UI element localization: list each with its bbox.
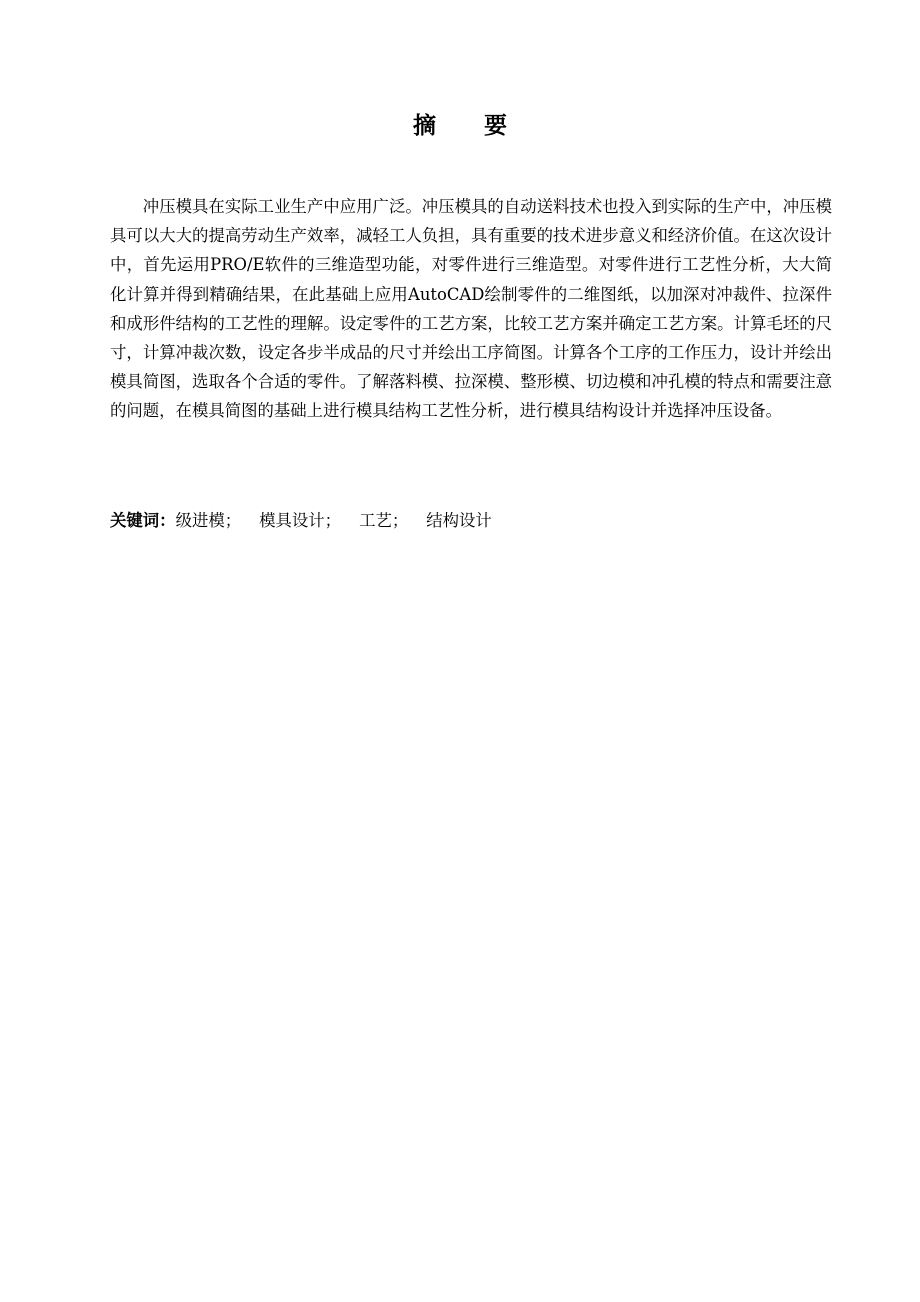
keywords-line	[110, 506, 832, 535]
keyword-item: 工艺；	[359, 511, 409, 530]
keyword-item: 级进模；	[175, 511, 242, 530]
abstract-title: 摘 要	[412, 113, 527, 139]
keyword-item: 模具设计；	[259, 511, 342, 530]
abstract-paragraph: 冲压模具在实际工业生产中应用广泛。冲压模具的自动送料技术也投入到实际的生产中，冲压模具可以大大的提高劳动生产效率，减轻工人负担，具有重要的技术进步意义和经济价值。在这次设计中，首先运用PRO/E软件的三维造型功能，对零件进行三维造型。对零件进行工艺性分析，大大简化计算并得到精确结果，在此基础上应用AutoCAD绘制零件的二维图纸，以加深对冲裁件、拉深件和成形件结构的工艺性的理解。设定零件的工艺方案，比较工艺方案并确定工艺方案。计算毛坯的尺寸，计算冲裁次数，设定各步半成品的尺寸并绘出工序简图。计算各个工序的工作压力，设计并绘出模具简图，选取各个合适的零件。了解落料模、拉深模、整形模、切边模和冲孔模的特点和需要注意的问题，在模具简图的基础上进行模具结构工艺性分析，进行模具结构设计并选择冲压设备。	[110, 197, 832, 421]
keywords-label: 关键词：	[110, 511, 176, 530]
keyword-item: 结构设计	[426, 511, 492, 530]
